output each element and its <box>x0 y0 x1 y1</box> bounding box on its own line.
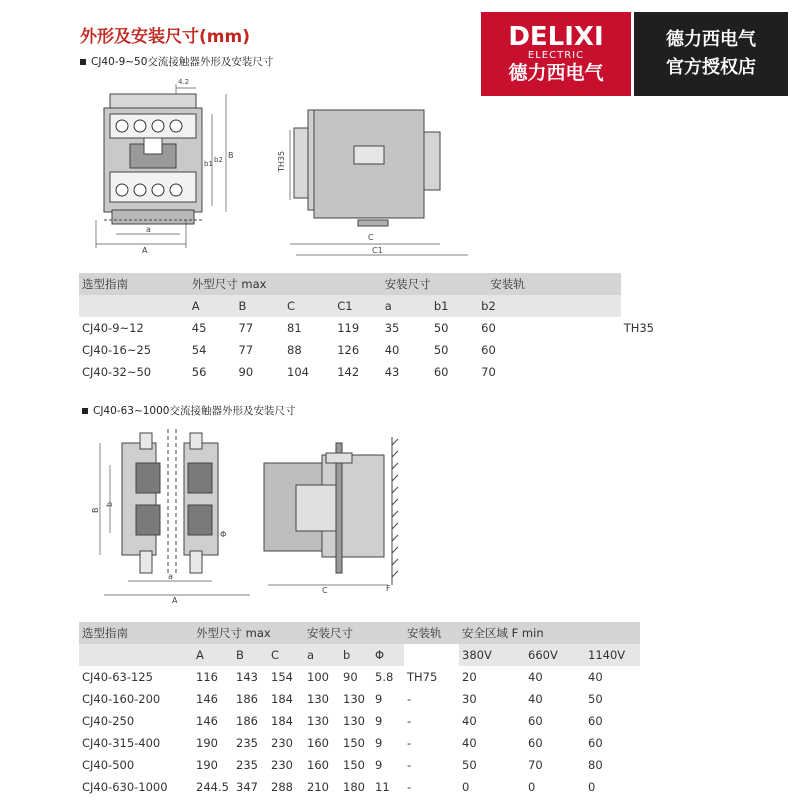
cell-B: 347 <box>236 780 258 794</box>
cell-rail: - <box>407 780 412 794</box>
header-safe-area: 安全区域 F min <box>459 622 640 644</box>
cell-660v: 60 <box>528 736 543 750</box>
cell-rail <box>621 361 654 383</box>
logo-brand-sub: ELECTRIC <box>527 50 585 61</box>
cell-A: 244.5 <box>196 780 229 794</box>
cell-rail: - <box>407 758 412 772</box>
dim-label-b: b <box>105 501 114 507</box>
table-row <box>79 361 654 383</box>
cell-C1: 119 <box>337 321 360 335</box>
cell-phi: 9 <box>375 736 383 750</box>
cell-A: 54 <box>191 343 207 357</box>
cell-C: 288 <box>271 780 293 794</box>
header-rail: 安装轨 <box>487 273 620 295</box>
cell-rail: - <box>407 714 412 728</box>
bullet-square-icon <box>80 59 86 65</box>
cell-C: 88 <box>287 343 302 357</box>
cell-b2: 60 <box>481 321 496 335</box>
dim-label-4-2: 4.2 <box>178 78 190 86</box>
auth-line-2: 官方授权店 <box>666 57 756 78</box>
subheader-b1: b1 <box>431 295 478 317</box>
cell-b1: 50 <box>433 321 449 335</box>
cell-rail <box>621 339 654 361</box>
subheader-B: B <box>236 295 285 317</box>
dim-label-C1: C1 <box>372 246 383 255</box>
cell-a: 210 <box>307 780 329 794</box>
cell-C: 184 <box>271 714 293 728</box>
cell-B: 143 <box>236 670 258 684</box>
cell-a: 160 <box>307 736 329 750</box>
diagram-cj40-63-1000 <box>0 425 480 605</box>
header-outline: 外型尺寸 max <box>189 273 382 295</box>
bullet-square-icon <box>82 408 88 414</box>
cell-C1: 126 <box>337 343 360 357</box>
cell-model: CJ40-63-125 <box>82 670 153 684</box>
dim-label-C2: C <box>322 586 328 595</box>
dim-label-b2: b2 <box>214 156 223 164</box>
cell-A: 116 <box>196 670 218 684</box>
cell-rail: - <box>407 692 412 706</box>
cell-a: 40 <box>384 343 400 357</box>
header-outline: 外型尺寸 max <box>193 622 304 644</box>
delixi-logo <box>481 12 631 96</box>
dim-label-TH35: TH35 <box>277 150 286 172</box>
section-1-title <box>80 54 273 69</box>
subheader-380v: 380V <box>459 644 525 666</box>
cell-B: 77 <box>238 321 254 335</box>
cell-model: CJ40-160-200 <box>82 692 161 706</box>
section-2-text: CJ40-63~1000交流接触器外形及安装尺寸 <box>93 405 296 417</box>
header-model: 选型指南 <box>79 622 193 644</box>
cell-380v: 20 <box>462 670 477 684</box>
cell-a: 130 <box>307 692 329 706</box>
cell-C: 81 <box>287 321 302 335</box>
cell-b1: 60 <box>433 365 449 379</box>
cell-660v: 60 <box>528 714 543 728</box>
cell-phi: 9 <box>375 714 383 728</box>
cell-1140v: 0 <box>588 780 596 794</box>
table-row <box>79 666 640 688</box>
table-row <box>79 688 640 710</box>
cell-a: 35 <box>384 321 400 335</box>
table-1-header-row <box>79 273 654 295</box>
dim-label-B: B <box>228 151 234 160</box>
cell-1140v: 80 <box>588 758 603 772</box>
cell-1140v: 60 <box>588 736 603 750</box>
dim-label-phi: Φ <box>220 530 227 539</box>
cell-rail: TH35 <box>623 321 654 335</box>
table-2-subheader-row <box>79 644 640 666</box>
cell-660v: 40 <box>528 692 543 706</box>
subheader-C: C <box>284 295 334 317</box>
page-title: 外形及安装尺寸(mm) <box>80 27 250 47</box>
cell-b: 90 <box>343 670 358 684</box>
spec-table-2 <box>79 622 640 798</box>
subheader-b: b <box>340 644 372 666</box>
cell-phi: 5.8 <box>375 670 394 684</box>
cell-380v: 30 <box>462 692 477 706</box>
cell-A: 45 <box>191 321 207 335</box>
cell-model: CJ40-630-1000 <box>82 780 168 794</box>
side-view-2 <box>264 443 384 573</box>
cell-A: 146 <box>196 714 218 728</box>
dim-label-A2: A <box>172 596 178 605</box>
cell-660v: 40 <box>528 670 543 684</box>
cell-B: 77 <box>238 343 254 357</box>
dim-label-a2: a <box>168 572 173 581</box>
dim-label-F: F <box>386 584 391 593</box>
cell-C: 104 <box>287 365 309 379</box>
cell-b2: 60 <box>481 343 496 357</box>
cell-C: 230 <box>271 758 293 772</box>
cell-b: 150 <box>343 758 365 772</box>
cell-b1: 50 <box>433 343 449 357</box>
cell-a: 100 <box>307 670 329 684</box>
subheader-a: a <box>304 644 340 666</box>
cell-rail: - <box>407 736 412 750</box>
auth-line-1: 德力西电气 <box>666 29 756 50</box>
dim-label-a: a <box>146 225 151 234</box>
cell-b2: 70 <box>481 365 496 379</box>
cell-C1: 142 <box>337 365 360 379</box>
header-model: 选型指南 <box>79 273 189 295</box>
cell-B: 235 <box>236 736 258 750</box>
cell-a: 43 <box>384 365 400 379</box>
cell-380v: 0 <box>462 780 470 794</box>
subheader-660v: 660V <box>525 644 585 666</box>
table-row <box>79 732 640 754</box>
subheader-A: A <box>189 295 236 317</box>
table-row <box>79 710 640 732</box>
header-mount: 安装尺寸 <box>382 273 488 295</box>
cell-model: CJ40-250 <box>82 714 135 728</box>
cell-1140v: 40 <box>588 670 603 684</box>
header-mount: 安装尺寸 <box>304 622 404 644</box>
cell-A: 190 <box>196 736 218 750</box>
subheader-B: B <box>233 644 268 666</box>
cell-model: CJ40-9~12 <box>82 321 144 335</box>
table-row <box>79 317 654 339</box>
cell-model: CJ40-32~50 <box>82 365 152 379</box>
front-view-1 <box>104 94 202 224</box>
cell-model: CJ40-315-400 <box>82 736 161 750</box>
cell-A: 146 <box>196 692 218 706</box>
subheader-a: a <box>382 295 431 317</box>
cell-B: 186 <box>236 714 258 728</box>
cell-model: CJ40-500 <box>82 758 135 772</box>
authorized-store-badge <box>634 12 788 96</box>
cell-a: 160 <box>307 758 329 772</box>
subheader-C1: C1 <box>334 295 381 317</box>
dim-label-A: A <box>142 246 148 255</box>
cell-b: 130 <box>343 692 365 706</box>
table-row <box>79 754 640 776</box>
cell-B: 186 <box>236 692 258 706</box>
subheader-A: A <box>193 644 233 666</box>
cell-C: 230 <box>271 736 293 750</box>
cell-a: 130 <box>307 714 329 728</box>
dim-label-C: C <box>368 233 374 242</box>
cell-1140v: 60 <box>588 714 603 728</box>
section-2-title <box>82 403 295 418</box>
subheader-b2: b2 <box>478 295 621 317</box>
dim-label-B2: B <box>91 507 100 513</box>
table-2-header-row <box>79 622 640 644</box>
cell-380v: 40 <box>462 736 477 750</box>
logo-brand: DELIXI <box>508 22 604 52</box>
cell-B: 235 <box>236 758 258 772</box>
subheader-C: C <box>268 644 304 666</box>
cell-380v: 40 <box>462 714 477 728</box>
cell-C: 154 <box>271 670 293 684</box>
table-row <box>79 339 654 361</box>
cell-phi: 9 <box>375 758 383 772</box>
table-1-subheader-row <box>79 295 654 317</box>
cell-model: CJ40-16~25 <box>82 343 152 357</box>
table-row <box>79 776 640 798</box>
cell-b: 150 <box>343 736 365 750</box>
diagram-cj40-9-50 <box>0 70 480 265</box>
dim-label-b1: b1 <box>204 160 213 168</box>
cell-660v: 0 <box>528 780 536 794</box>
side-view-1 <box>294 110 440 226</box>
cell-A: 56 <box>191 365 207 379</box>
subheader-1140v: 1140V <box>585 644 640 666</box>
cell-C: 184 <box>271 692 293 706</box>
header-rail: 安装轨 <box>404 622 459 644</box>
logo-brand-cn: 德力西电气 <box>508 62 604 84</box>
cell-phi: 11 <box>375 780 390 794</box>
cell-B: 90 <box>238 365 254 379</box>
section-1-text: CJ40-9~50交流接触器外形及安装尺寸 <box>91 56 274 68</box>
cell-b: 130 <box>343 714 365 728</box>
cell-A: 190 <box>196 758 218 772</box>
cell-b: 180 <box>343 780 365 794</box>
cell-phi: 9 <box>375 692 383 706</box>
cell-660v: 70 <box>528 758 543 772</box>
spec-table-1 <box>79 273 654 383</box>
subheader-phi: Φ <box>372 644 404 666</box>
mounting-wall <box>392 437 398 585</box>
cell-rail: TH75 <box>407 670 438 684</box>
front-view-2 <box>122 429 218 575</box>
cell-380v: 50 <box>462 758 477 772</box>
cell-1140v: 50 <box>588 692 603 706</box>
